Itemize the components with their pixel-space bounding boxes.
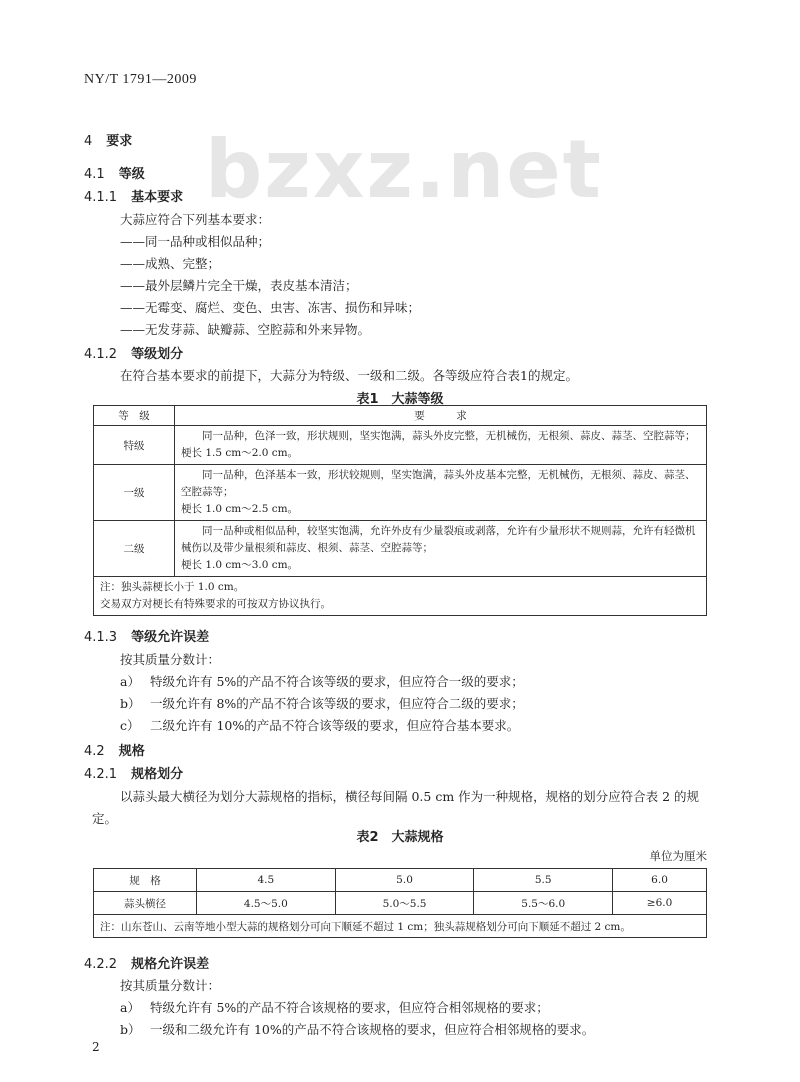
section-4-1-3-heading: 4.1.3 等级允许误差 bbox=[84, 630, 210, 645]
diameter-cell: ≥6.0 bbox=[613, 892, 707, 915]
grade-division-text: 在符合基本要求的前提下，大蒜分为特级、一级和二级。各等级应符合表1的规定。 bbox=[120, 368, 578, 383]
table2-unit: 单位为厘米 bbox=[649, 849, 707, 863]
section-4-1-2-heading: 4.1.2 等级划分 bbox=[84, 347, 184, 362]
basic-req-item: ——最外层鳞片完全干燥，表皮基本清洁； bbox=[120, 278, 358, 293]
table-row bbox=[94, 426, 707, 465]
list-item: b） 一级允许有 8%的产品不符合该等级的要求，但应符合二级的要求； bbox=[120, 696, 524, 711]
grade-cell: 二级 bbox=[94, 521, 175, 577]
section-4-2-heading: 4.2 规格 bbox=[84, 744, 145, 759]
diameter-cell: 5.0～5.5 bbox=[335, 892, 474, 915]
grade-cell: 一级 bbox=[94, 465, 175, 521]
spec-cell: 5.0 bbox=[335, 869, 474, 892]
section-4-heading: 4 要求 bbox=[84, 134, 133, 149]
basic-req-item: ——无发芽蒜、缺瓣蒜、空腔蒜和外来异物。 bbox=[120, 322, 371, 337]
section-4-1-1-heading: 4.1.1 基本要求 bbox=[84, 190, 184, 205]
diameter-cell: 4.5～5.0 bbox=[197, 892, 336, 915]
requirement-cell: 同一品种或相似品种，较坚实饱满，允许外皮有少量裂痕或剥落，允许有少量形状不规则蒜，允许有轻微机械伤以及带少量根须和蒜皮、根须、蒜茎、空腔蒜等； 梗长 1.0 cm～3.0 cm。 bbox=[175, 521, 707, 577]
header-grade: 等 级 bbox=[94, 406, 175, 426]
spec-cell: 5.5 bbox=[474, 869, 613, 892]
requirement-cell: 同一品种，色泽基本一致，形状较规则，坚实饱满，蒜头外皮基本完整，无机械伤，无根须、蒜皮、蒜茎、空腔蒜等； 梗长 1.0 cm～2.5 cm。 bbox=[175, 465, 707, 521]
spec-tolerance-intro: 按其质量分数计： bbox=[120, 978, 221, 993]
list-item: a） 特级允许有 5%的产品不符合该等级的要求，但应符合一级的要求； bbox=[120, 674, 524, 689]
requirement-cell: 同一品种，色泽一致，形状规则，坚实饱满，蒜头外皮完整，无机械伤，无根须、蒜皮、蒜茎、空腔蒜等； 梗长 1.5 cm～2.0 cm。 bbox=[175, 426, 707, 465]
table2-caption: 表2 大蒜规格 bbox=[356, 830, 444, 845]
section-4-1-heading: 4.1 等级 bbox=[84, 167, 145, 182]
basic-req-intro: 大蒜应符合下列基本要求： bbox=[120, 212, 271, 227]
list-item: a） 特级允许有 5%的产品不符合该规格的要求，但应符合相邻规格的要求； bbox=[120, 1000, 549, 1015]
diameter-cell: 5.5～6.0 bbox=[474, 892, 613, 915]
grade-tolerance-intro: 按其质量分数计： bbox=[120, 652, 221, 667]
table2-note: 注：山东苍山、云南等地小型大蒜的规格划分可向下顺延不超过 1 cm；独头蒜规格划分可向下顺延不超过 2 cm。 bbox=[94, 915, 707, 938]
basic-req-item: ——成熟、完整； bbox=[120, 256, 221, 271]
table-row bbox=[94, 892, 707, 915]
table-row bbox=[94, 869, 707, 892]
spec-division-text: 以蒜头最大横径为划分大蒜规格的指标，横径每间隔 0.5 cm 作为一种规格，规格的划分应符合表 2 的规定。 bbox=[92, 789, 700, 826]
list-item: c） 二级允许有 10%的产品不符合该等级的要求，但应符合基本要求。 bbox=[120, 718, 520, 733]
garlic-spec-table bbox=[93, 868, 707, 938]
grade-cell: 特级 bbox=[94, 426, 175, 465]
section-4-2-1-heading: 4.2.1 规格划分 bbox=[84, 767, 184, 782]
table-header-row bbox=[94, 406, 707, 426]
spec-label: 规 格 bbox=[94, 869, 197, 892]
table-row bbox=[94, 465, 707, 521]
list-item: b） 一级和二级允许有 10%的产品不符合该规格的要求，但应符合相邻规格的要求。 bbox=[120, 1022, 595, 1037]
basic-req-item: ——无霉变、腐烂、变色、虫害、冻害、损伤和异味； bbox=[120, 300, 421, 315]
table-row bbox=[94, 521, 707, 577]
basic-req-item: ——同一品种或相似品种； bbox=[120, 234, 271, 249]
header-requirement: 要 求 bbox=[175, 406, 707, 426]
diameter-label: 蒜头横径 bbox=[94, 892, 197, 915]
table-note-row bbox=[94, 577, 707, 616]
table1-notes: 注：独头蒜梗长小于 1.0 cm。 交易双方对梗长有特殊要求的可按双方协议执行。 bbox=[94, 577, 707, 616]
page-number: 2 bbox=[92, 1040, 100, 1054]
section-4-2-2-heading: 4.2.2 规格允许误差 bbox=[84, 957, 210, 972]
spec-cell: 4.5 bbox=[197, 869, 336, 892]
watermark: bzxz.net bbox=[205, 123, 603, 216]
table-note-row bbox=[94, 915, 707, 938]
standard-code: NY/T 1791—2009 bbox=[84, 72, 197, 87]
garlic-grade-table bbox=[93, 405, 707, 616]
table1-caption: 表1 大蒜等级 bbox=[356, 392, 444, 407]
spec-cell: 6.0 bbox=[613, 869, 707, 892]
